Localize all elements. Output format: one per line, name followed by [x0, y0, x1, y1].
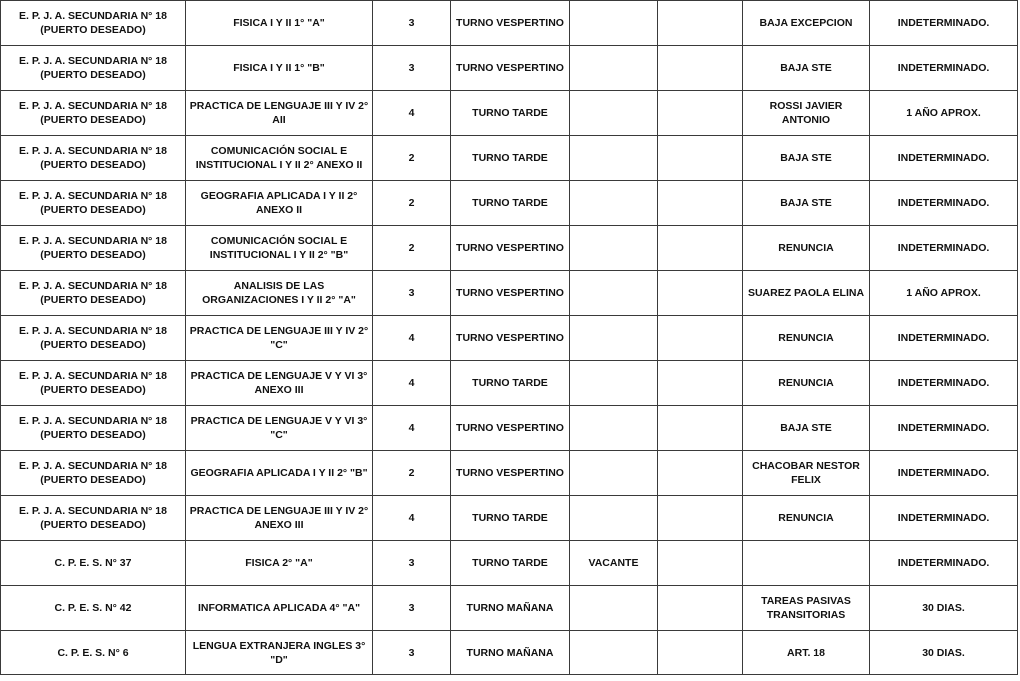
- subject-cell-text: FISICA I Y II 1° "A": [233, 17, 325, 29]
- school-cell: [1, 91, 186, 136]
- duration-cell-text: INDETERMINADO.: [897, 197, 990, 209]
- shift-cell-text: TURNO VESPERTINO: [456, 287, 564, 299]
- school-cell-text: E. P. J. A. SECUNDARIA N° 18 (PUERTO DESEADO): [19, 505, 167, 531]
- subject-cell-text: COMUNICACIÓN SOCIAL E INSTITUCIONAL I Y II 2° ANEXO II: [195, 145, 363, 171]
- shift-cell: [451, 271, 570, 316]
- reason-cell: [743, 631, 870, 675]
- subject-cell: [186, 46, 373, 91]
- table-row: [1, 271, 1018, 316]
- reason-cell: [743, 496, 870, 541]
- status-cell: [570, 451, 658, 496]
- hours-cell: [373, 631, 451, 675]
- hours-cell-text: 3: [408, 646, 415, 659]
- hours-cell-text: 2: [408, 242, 415, 254]
- duration-cell-text: 1 AÑO APROX.: [906, 107, 981, 119]
- subject-cell-text: ANALISIS DE LAS ORGANIZACIONES I Y II 2° "A": [202, 280, 356, 306]
- shift-cell-text: TURNO TARDE: [472, 197, 548, 209]
- hours-cell-text: 2: [408, 152, 415, 164]
- extra-cell: [658, 406, 743, 451]
- hours-cell-text: 3: [408, 602, 415, 614]
- shift-cell-text: TURNO TARDE: [472, 107, 548, 119]
- shift-cell: [451, 541, 570, 586]
- status-cell: [570, 271, 658, 316]
- duration-cell: [870, 631, 1018, 675]
- extra-cell: [658, 631, 743, 675]
- reason-cell: [743, 361, 870, 406]
- hours-cell: [373, 46, 451, 91]
- reason-cell-text: BAJA STE: [780, 197, 832, 209]
- duration-cell: [870, 451, 1018, 496]
- subject-cell-text: PRACTICA DE LENGUAJE III Y IV 2° AII: [189, 100, 369, 126]
- shift-cell-text: TURNO VESPERTINO: [456, 17, 564, 29]
- subject-cell-text: PRACTICA DE LENGUAJE V Y VI 3° ANEXO III: [190, 370, 368, 396]
- extra-cell: [658, 1, 743, 46]
- school-cell-text: E. P. J. A. SECUNDARIA N° 18 (PUERTO DESEADO): [19, 460, 167, 486]
- hours-cell: [373, 451, 451, 496]
- school-cell: [1, 586, 186, 631]
- subject-cell-text: PRACTICA DE LENGUAJE V Y VI 3° "C": [190, 415, 368, 441]
- subject-cell: [186, 1, 373, 46]
- subject-cell: [186, 136, 373, 181]
- table-row: [1, 586, 1018, 631]
- duration-cell: [870, 361, 1018, 406]
- school-cell-text: E. P. J. A. SECUNDARIA N° 18 (PUERTO DESEADO): [19, 235, 167, 261]
- subject-cell: [186, 451, 373, 496]
- duration-cell-text: INDETERMINADO.: [897, 152, 990, 164]
- subject-cell: [186, 271, 373, 316]
- school-cell: [1, 541, 186, 586]
- status-cell: [570, 181, 658, 226]
- table-row: [1, 46, 1018, 91]
- reason-cell-text: TAREAS PASIVAS TRANSITORIAS: [761, 595, 851, 621]
- reason-cell: [743, 1, 870, 46]
- hours-cell: [373, 361, 451, 406]
- school-cell-text: E. P. J. A. SECUNDARIA N° 18 (PUERTO DESEADO): [19, 55, 167, 81]
- shift-cell-text: TURNO VESPERTINO: [456, 467, 564, 479]
- subject-cell-text: FISICA I Y II 1° "B": [233, 62, 325, 74]
- school-cell-text: E. P. J. A. SECUNDARIA N° 18 (PUERTO DESEADO): [19, 145, 167, 171]
- table-row: [1, 316, 1018, 361]
- school-cell: [1, 496, 186, 541]
- duration-cell: [870, 586, 1018, 631]
- duration-cell-text: INDETERMINADO.: [897, 62, 990, 74]
- extra-cell: [658, 226, 743, 271]
- hours-cell: [373, 271, 451, 316]
- school-cell: [1, 1, 186, 46]
- duration-cell-text: INDETERMINADO.: [897, 242, 990, 254]
- reason-cell-text: SUAREZ PAOLA ELINA: [747, 287, 865, 299]
- duration-cell: [870, 496, 1018, 541]
- duration-cell: [870, 46, 1018, 91]
- hours-cell-text: 4: [408, 332, 415, 344]
- extra-cell: [658, 46, 743, 91]
- shift-cell: [451, 226, 570, 271]
- duration-cell: [870, 271, 1018, 316]
- duration-cell: [870, 541, 1018, 586]
- table-row: [1, 91, 1018, 136]
- subject-cell-text: GEOGRAFIA APLICADA I Y II 2° ANEXO II: [200, 190, 358, 216]
- subject-cell-text: PRACTICA DE LENGUAJE III Y IV 2° "C": [189, 325, 369, 351]
- shift-cell-text: TURNO MAÑANA: [466, 602, 554, 614]
- extra-cell: [658, 271, 743, 316]
- extra-cell: [658, 361, 743, 406]
- school-cell-text: C. P. E. S. N° 42: [54, 602, 132, 614]
- subject-cell: [186, 406, 373, 451]
- reason-cell-text: ROSSI JAVIER ANTONIO: [769, 100, 843, 126]
- reason-cell: [743, 181, 870, 226]
- duration-cell-text: 30 DIAS.: [922, 602, 965, 614]
- subject-cell: [186, 91, 373, 136]
- table-row: [1, 406, 1018, 451]
- hours-cell: [373, 406, 451, 451]
- extra-cell: [658, 136, 743, 181]
- reason-cell-text: RENUNCIA: [778, 332, 834, 344]
- subject-cell-text: GEOGRAFIA APLICADA I Y II 2° "B": [190, 467, 368, 479]
- school-cell: [1, 271, 186, 316]
- shift-cell: [451, 181, 570, 226]
- reason-cell: [743, 136, 870, 181]
- shift-cell: [451, 46, 570, 91]
- duration-cell: [870, 181, 1018, 226]
- reason-cell-text: BAJA STE: [780, 152, 832, 164]
- subject-cell: [186, 226, 373, 271]
- status-cell: [570, 586, 658, 631]
- subject-cell-text: FISICA 2° "A": [245, 557, 313, 569]
- duration-cell-text: 1 AÑO APROX.: [906, 287, 981, 299]
- extra-cell: [658, 181, 743, 226]
- duration-cell-text: 30 DIAS.: [922, 646, 965, 659]
- hours-cell-text: 4: [408, 377, 415, 389]
- reason-cell: [743, 271, 870, 316]
- hours-cell-text: 4: [408, 512, 415, 524]
- status-cell: [570, 46, 658, 91]
- status-cell-text: VACANTE: [588, 557, 639, 569]
- reason-cell-text: ART. 18: [787, 646, 825, 659]
- school-cell: [1, 451, 186, 496]
- duration-cell-text: INDETERMINADO.: [897, 467, 990, 479]
- status-cell: [570, 406, 658, 451]
- shift-cell-text: TURNO VESPERTINO: [456, 62, 564, 74]
- subject-cell: [186, 496, 373, 541]
- duration-cell: [870, 136, 1018, 181]
- reason-cell-text: BAJA EXCEPCION: [759, 17, 853, 29]
- duration-cell-text: INDETERMINADO.: [897, 557, 990, 569]
- shift-cell: [451, 451, 570, 496]
- duration-cell: [870, 1, 1018, 46]
- reason-cell: [743, 46, 870, 91]
- status-cell: [570, 226, 658, 271]
- subject-cell: [186, 316, 373, 361]
- subject-cell: [186, 586, 373, 631]
- reason-cell-text: RENUNCIA: [778, 377, 834, 389]
- duration-cell: [870, 406, 1018, 451]
- shift-cell: [451, 91, 570, 136]
- school-cell-text: E. P. J. A. SECUNDARIA N° 18 (PUERTO DESEADO): [19, 280, 167, 306]
- duration-cell-text: INDETERMINADO.: [897, 377, 990, 389]
- extra-cell: [658, 541, 743, 586]
- subject-cell: [186, 361, 373, 406]
- duration-cell-text: INDETERMINADO.: [897, 17, 990, 29]
- shift-cell: [451, 586, 570, 631]
- duration-cell-text: INDETERMINADO.: [897, 512, 990, 524]
- school-cell-text: C. P. E. S. N° 6: [57, 646, 129, 659]
- duration-cell: [870, 91, 1018, 136]
- table-row: [1, 361, 1018, 406]
- shift-cell: [451, 406, 570, 451]
- hours-cell: [373, 541, 451, 586]
- reason-cell: [743, 541, 870, 586]
- status-cell: [570, 541, 658, 586]
- subject-cell: [186, 181, 373, 226]
- school-cell: [1, 226, 186, 271]
- shift-cell-text: TURNO TARDE: [472, 512, 548, 524]
- school-cell-text: E. P. J. A. SECUNDARIA N° 18 (PUERTO DESEADO): [19, 10, 167, 36]
- shift-cell: [451, 316, 570, 361]
- subject-cell: [186, 631, 373, 675]
- table-row: [1, 541, 1018, 586]
- school-cell-text: E. P. J. A. SECUNDARIA N° 18 (PUERTO DESEADO): [19, 370, 167, 396]
- shift-cell-text: TURNO VESPERTINO: [456, 242, 564, 254]
- shift-cell-text: TURNO MAÑANA: [466, 646, 554, 659]
- table-row: [1, 136, 1018, 181]
- school-cell: [1, 361, 186, 406]
- shift-cell-text: TURNO TARDE: [472, 152, 548, 164]
- shift-cell: [451, 136, 570, 181]
- table-body: [1, 1, 1018, 675]
- hours-cell-text: 4: [408, 107, 415, 119]
- table-row: [1, 496, 1018, 541]
- school-cell-text: E. P. J. A. SECUNDARIA N° 18 (PUERTO DESEADO): [19, 325, 167, 351]
- extra-cell: [658, 316, 743, 361]
- reason-cell: [743, 91, 870, 136]
- shift-cell: [451, 496, 570, 541]
- status-cell: [570, 91, 658, 136]
- reason-cell-text: RENUNCIA: [778, 242, 834, 254]
- hours-cell-text: 2: [408, 197, 415, 209]
- school-cell: [1, 136, 186, 181]
- reason-cell: [743, 316, 870, 361]
- duration-cell: [870, 316, 1018, 361]
- hours-cell: [373, 1, 451, 46]
- hours-cell: [373, 91, 451, 136]
- extra-cell: [658, 451, 743, 496]
- subject-cell-text: INFORMATICA APLICADA 4° "A": [197, 602, 361, 614]
- table-row: [1, 1, 1018, 46]
- reason-cell: [743, 406, 870, 451]
- extra-cell: [658, 586, 743, 631]
- reason-cell-text: CHACOBAR NESTOR FELIX: [752, 460, 860, 486]
- subject-cell-text: LENGUA EXTRANJERA INGLES 3° "D": [192, 639, 366, 666]
- reason-cell-text: RENUNCIA: [778, 512, 834, 524]
- status-cell: [570, 136, 658, 181]
- status-cell: [570, 496, 658, 541]
- reason-cell: [743, 586, 870, 631]
- subject-cell-text: PRACTICA DE LENGUAJE III Y IV 2° ANEXO III: [189, 505, 369, 531]
- status-cell: [570, 316, 658, 361]
- school-cell-text: E. P. J. A. SECUNDARIA N° 18 (PUERTO DESEADO): [19, 100, 167, 126]
- hours-cell: [373, 496, 451, 541]
- table-row: [1, 631, 1018, 675]
- shift-cell: [451, 361, 570, 406]
- school-cell-text: E. P. J. A. SECUNDARIA N° 18 (PUERTO DESEADO): [19, 415, 167, 441]
- duration-cell-text: INDETERMINADO.: [897, 332, 990, 344]
- shift-cell-text: TURNO VESPERTINO: [456, 332, 564, 344]
- school-cell: [1, 46, 186, 91]
- shift-cell-text: TURNO TARDE: [472, 377, 548, 389]
- table-row: [1, 181, 1018, 226]
- reason-cell-text: BAJA STE: [780, 62, 832, 74]
- school-cell: [1, 181, 186, 226]
- shift-cell: [451, 631, 570, 675]
- subject-cell-text: COMUNICACIÓN SOCIAL E INSTITUCIONAL I Y II 2° "B": [209, 235, 349, 261]
- reason-cell: [743, 226, 870, 271]
- status-cell: [570, 1, 658, 46]
- school-cell: [1, 631, 186, 675]
- hours-cell: [373, 226, 451, 271]
- shift-cell-text: TURNO TARDE: [472, 557, 548, 569]
- status-cell: [570, 631, 658, 675]
- shift-cell: [451, 1, 570, 46]
- hours-cell: [373, 316, 451, 361]
- subject-cell: [186, 541, 373, 586]
- school-cell: [1, 406, 186, 451]
- hours-cell-text: 3: [408, 557, 415, 569]
- hours-cell-text: 3: [408, 17, 415, 29]
- shift-cell-text: TURNO VESPERTINO: [456, 422, 564, 434]
- status-cell: [570, 361, 658, 406]
- hours-cell: [373, 136, 451, 181]
- duration-cell-text: INDETERMINADO.: [897, 422, 990, 434]
- hours-cell: [373, 181, 451, 226]
- duration-cell: [870, 226, 1018, 271]
- table-row: [1, 451, 1018, 496]
- extra-cell: [658, 496, 743, 541]
- reason-cell: [743, 451, 870, 496]
- reason-cell-text: BAJA STE: [780, 422, 832, 434]
- school-cell-text: E. P. J. A. SECUNDARIA N° 18 (PUERTO DESEADO): [19, 190, 167, 216]
- hours-cell-text: 3: [408, 62, 415, 74]
- hours-cell-text: 3: [408, 287, 415, 299]
- extra-cell: [658, 91, 743, 136]
- hours-cell: [373, 586, 451, 631]
- table-row: [1, 226, 1018, 271]
- hours-cell-text: 2: [408, 467, 415, 479]
- school-cell: [1, 316, 186, 361]
- hours-cell-text: 4: [408, 422, 415, 434]
- school-cell-text: C. P. E. S. N° 37: [54, 557, 132, 569]
